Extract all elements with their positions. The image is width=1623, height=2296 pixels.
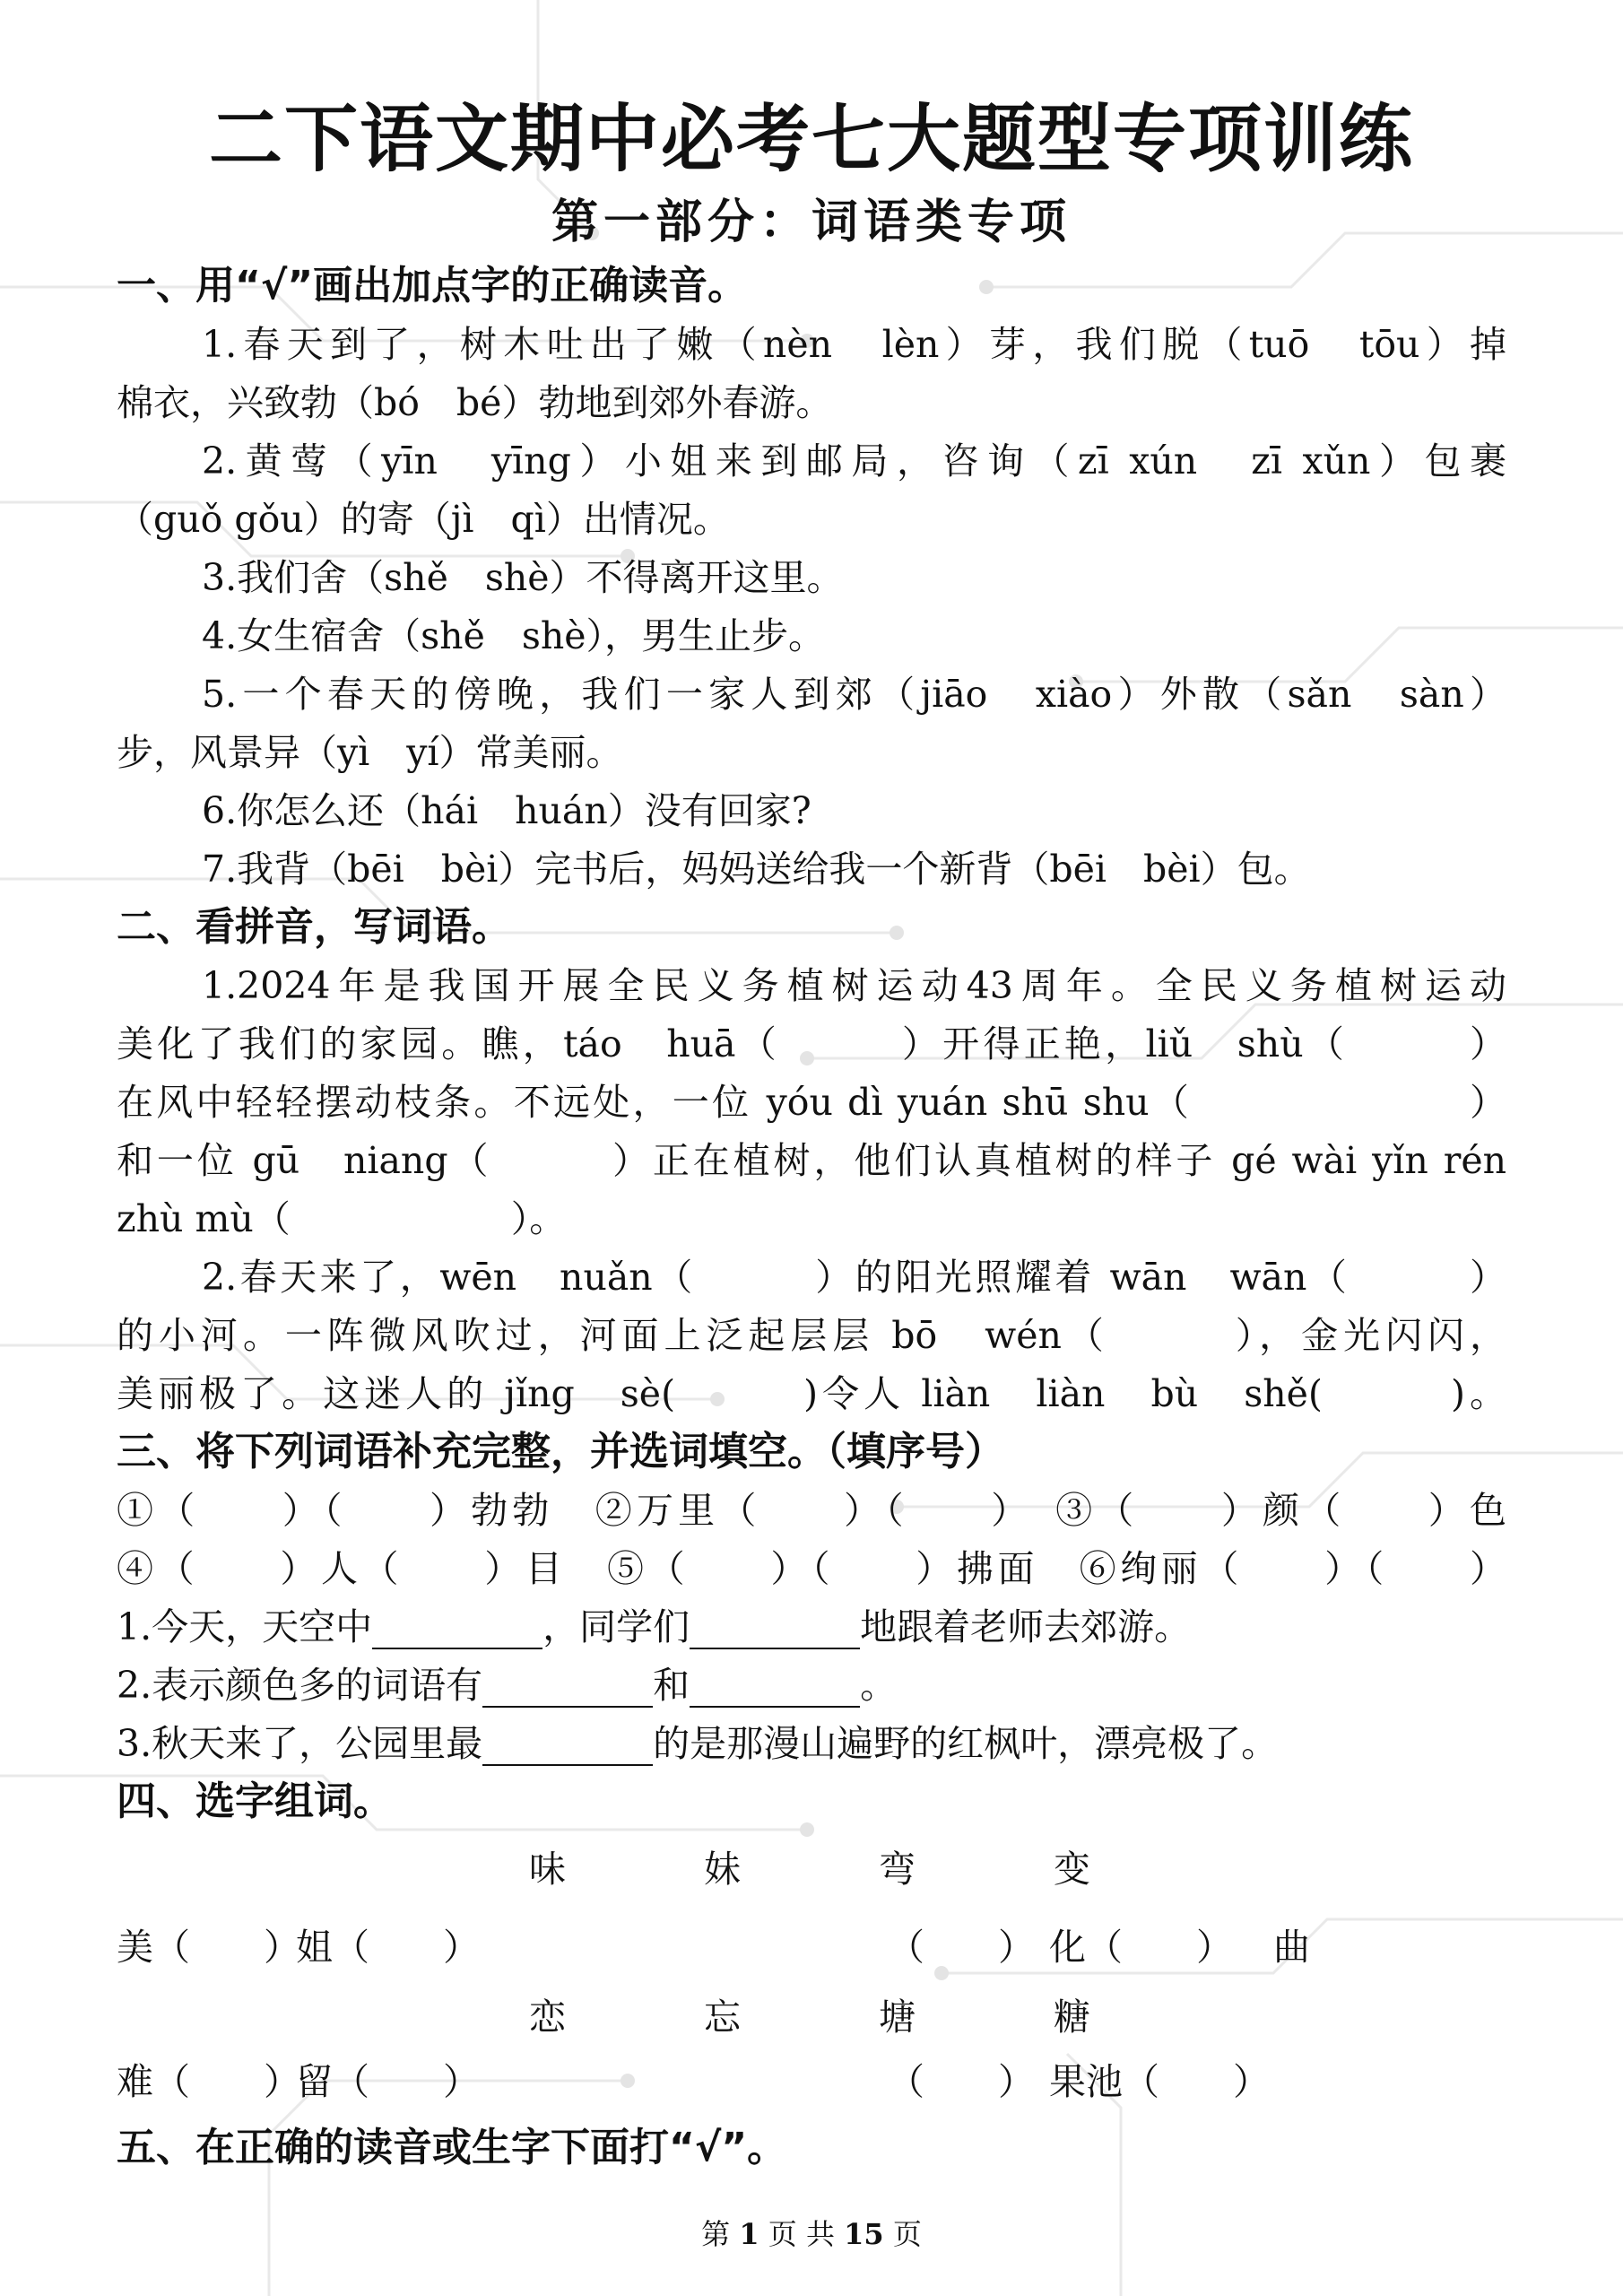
answer-blank[interactable] xyxy=(690,1670,860,1708)
question-text: 3.秋天来了，公园里最 xyxy=(117,1722,483,1765)
section1-line: 7.我背（bēi bèi）完书后，妈妈送给我一个新背（bēi bèi）包。 xyxy=(202,848,1311,891)
section1-line: （guǒ gǒu）的寄（jì qì）出情况。 xyxy=(117,498,730,541)
section1-line: 4.女生宿舍（shě shè），男生止步。 xyxy=(202,614,826,657)
section1-line: 2.黄莺（yīn yīng）小姐来到邮局，咨询（zī xún zī xǔn）包裹 xyxy=(202,439,1506,483)
section2-line: 美化了我们的家园。瞧，táo huā（ ）开得正艳，liǔ shù（ ） xyxy=(117,1022,1506,1065)
word-blank: （ ） xyxy=(888,2060,1035,2103)
section2-line: 和一位 gū niang（ ）正在植树，他们认真植树的样子 gé wài yǐn rén xyxy=(117,1139,1506,1182)
word-blank: 曲 xyxy=(1273,1926,1310,1969)
page-title: 二下语文期中必考七大题型专项训练 xyxy=(208,97,1414,182)
answer-blank[interactable] xyxy=(482,1670,653,1708)
fill-question-1 xyxy=(117,1597,1506,1657)
footer-middle: 页 共 xyxy=(768,2217,835,2251)
section1-line: 6.你怎么还（hái huán）没有回家? xyxy=(202,789,812,832)
section3-heading: 三、将下列词语补充完整，并选词填空。（填序号） xyxy=(117,1429,1004,1474)
choice-char: 味 xyxy=(529,1848,566,1891)
choice-char: 妹 xyxy=(704,1848,741,1891)
footer-suffix: 页 xyxy=(892,2217,922,2251)
fill-question-3 xyxy=(117,1714,1506,1773)
total-page-number: 15 xyxy=(844,2217,884,2251)
idiom-row: ④（ ）人（ ）目 ⑤（ ）（ ）拂面 ⑥绚丽（ ）（ ） xyxy=(117,1547,1506,1590)
choice-char: 弯 xyxy=(879,1848,916,1891)
word-blank: 姐（ ） xyxy=(296,1926,480,1969)
question-text: 1.今天，天空中 xyxy=(117,1605,373,1648)
word-blank: 留（ ） xyxy=(296,2060,480,2103)
choice-char: 塘 xyxy=(879,1996,916,2039)
section1-line: 步，风景异（yì yí）常美丽。 xyxy=(117,731,623,774)
page-footer xyxy=(0,2212,1623,2253)
footer-prefix: 第 xyxy=(701,2217,731,2251)
section1-line: 3.我们舍（shě shè）不得离开这里。 xyxy=(202,556,844,599)
question-text: 的是那漫山遍野的红枫叶，漂亮极了。 xyxy=(653,1722,1279,1765)
word-blank: 化（ ） xyxy=(1049,1926,1233,1969)
choice-char: 变 xyxy=(1054,1848,1090,1891)
section1-line: 5.一个春天的傍晚，我们一家人到郊（jiāo xiào）外散（sǎn sàn） xyxy=(202,673,1506,716)
answer-blank[interactable] xyxy=(482,1728,653,1766)
section2-line: 美丽极了。这迷人的 jǐng sè( )令人 liàn liàn bù shě( )。 xyxy=(117,1372,1506,1415)
section2-line: zhù mù（ ）。 xyxy=(117,1197,567,1240)
choice-char: 忘 xyxy=(704,1996,741,2039)
section2-line: 1.2024年是我国开展全民义务植树运动43周年。全民义务植树运动 xyxy=(202,964,1506,1007)
section1-heading: 一、用“√”画出加点字的正确读音。 xyxy=(117,263,748,309)
answer-blank[interactable] xyxy=(690,1612,860,1649)
fill-question-2 xyxy=(117,1656,1506,1715)
section2-heading: 二、看拼音，写词语。 xyxy=(117,904,511,950)
page-subtitle: 第一部分：词语类专项 xyxy=(551,196,1072,249)
question-text: ，同学们 xyxy=(542,1605,690,1648)
section4-heading: 四、选字组词。 xyxy=(117,1779,393,1824)
question-text: 2.表示颜色多的词语有 xyxy=(117,1664,483,1707)
word-blank: 果池（ ） xyxy=(1049,2060,1270,2103)
question-text: 和 xyxy=(653,1664,690,1707)
choice-char: 糖 xyxy=(1054,1996,1090,2039)
section5-heading: 五、在正确的读音或生字下面打“√”。 xyxy=(117,2125,787,2170)
idiom-row: ①（ ）（ ）勃勃 ②万里（ ）（ ） ③（ ）颜（ ）色 xyxy=(117,1489,1506,1532)
section2-line: 2.春天来了，wēn nuǎn（ ）的阳光照耀着 wān wān（ ） xyxy=(202,1256,1506,1299)
section2-line: 的小河。一阵微风吹过，河面上泛起层层 bō wén（ ），金光闪闪， xyxy=(117,1314,1506,1357)
answer-blank[interactable] xyxy=(372,1612,542,1649)
current-page-number: 1 xyxy=(739,2217,759,2251)
choice-char: 恋 xyxy=(529,1996,566,2039)
section1-line: 棉衣，兴致勃（bó bé）勃地到郊外春游。 xyxy=(117,381,833,424)
section1-line: 1.春天到了，树木吐出了嫩（nèn lèn）芽，我们脱（tuō tōu）掉 xyxy=(202,323,1506,366)
question-text: 地跟着老师去郊游。 xyxy=(860,1605,1192,1648)
section2-line: 在风中轻轻摆动枝条。不远处，一位 yóu dì yuán shū shu（ ） xyxy=(117,1081,1506,1124)
question-text: 。 xyxy=(860,1664,898,1707)
word-blank: （ ） xyxy=(888,1926,1035,1969)
word-blank: 难（ ） xyxy=(117,2060,300,2103)
word-blank: 美（ ） xyxy=(117,1926,300,1969)
